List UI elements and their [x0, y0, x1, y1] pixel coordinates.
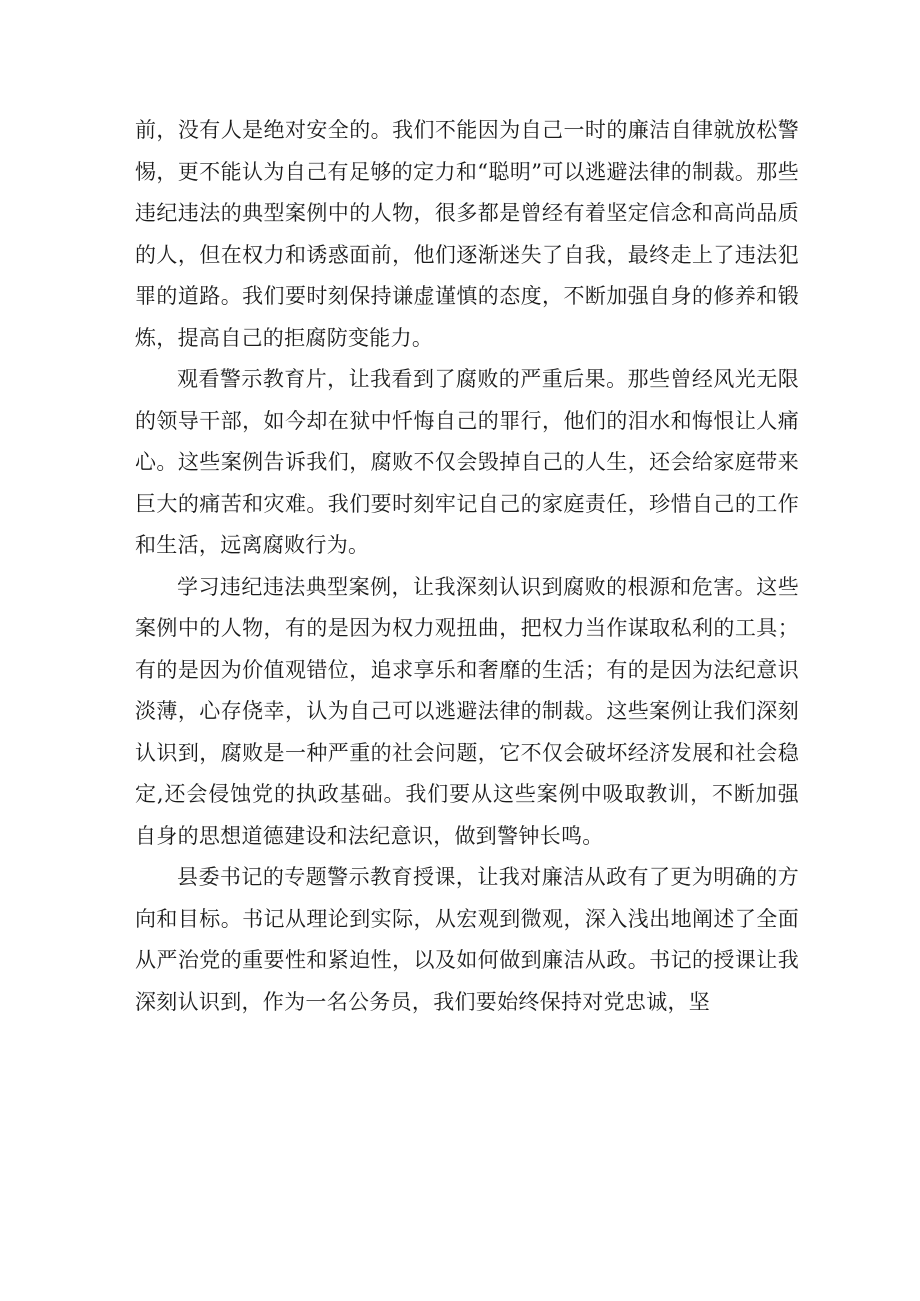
paragraph-typical-cases: 学习违纪违法典型案例，让我深刻认识到腐败的根源和危害。这些案例中的人物，有的是因为权力观扭曲，把权力当作谋取私利的工具；有的是因为价值观错位，追求享乐和奢靡的生活；有的是因为法纪意识淡薄，心存侥幸，认为自己可以逃避法律的制裁。这些案例让我们深刻认识到，腐败是一种严重的社会问题，它不仅会破坏经济发展和社会稳定,还会侵蚀党的执政基础。我们要从这些案例中吸取教训，不断加强自身的思想道德建设和法纪意识，做到警钟长鸣。	[135, 574, 799, 848]
document-body	[135, 110, 799, 1023]
paragraph-warning-film: 观看警示教育片，让我看到了腐败的严重后果。那些曾经风光无限的领导干部，如今却在狱中忏悔自己的罪行，他们的泪水和悔恨让人痛心。这些案例告诉我们，腐败不仅会毁掉自己的人生，还会给家庭带来巨大的痛苦和灾难。我们要时刻牢记自己的家庭责任，珍惜自己的工作和生活，远离腐败行为。	[135, 367, 799, 557]
paragraph-secretary-lecture: 县委书记的专题警示教育授课，让我对廉洁从政有了更为明确的方向和目标。书记从理论到实际，从宏观到微观，深入浅出地阐述了全面从严治党的重要性和紧迫性，以及如何做到廉洁从政。书记的授课让我深刻认识到，作为一名公务员，我们要始终保持对党忠诚，坚	[135, 865, 799, 1014]
paragraph-continued: 前，没有人是绝对安全的。我们不能因为自己一时的廉洁自律就放松警惕，更不能认为自己有足够的定力和“聪明”可以逃避法律的制裁。那些违纪违法的典型案例中的人物，很多都是曾经有着坚定信念和高尚品质的人，但在权力和诱惑面前，他们逐渐迷失了自我，最终走上了违法犯罪的道路。我们要时刻保持谦虚谨慎的态度，不断加强自身的修养和锻炼，提高自己的拒腐防变能力。	[135, 118, 799, 350]
